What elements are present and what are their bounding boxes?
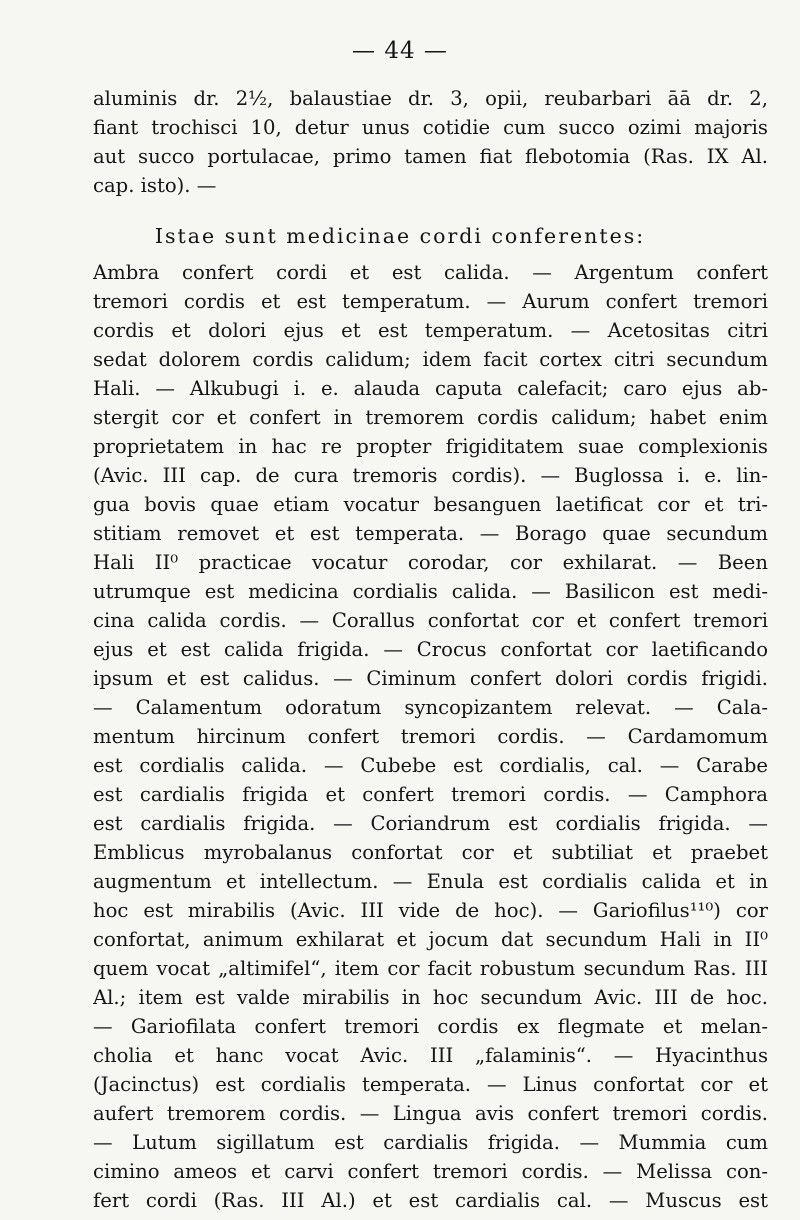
text-line: aufert tremorem cordis. — Lingua avis confert tremori cordis. (93, 1102, 768, 1125)
text-line: (Jacinctus) est cordialis temperata. — Linus confortat cor et (93, 1073, 768, 1096)
text-line: — Lutum sigillatum est cardialis frigida. — Mummia cum (93, 1131, 768, 1154)
text-line: quem vocat „altimifel“, item cor facit robustum secundum Ras. III (93, 957, 768, 980)
text-line: Ambra confert cordi et est calida. — Argentum confert (93, 261, 768, 284)
text-line: — Gariofilata confert tremori cordis ex flegmate et melan- (93, 1015, 768, 1038)
text-line: (Avic. III cap. de cura tremoris cordis). — Buglossa i. e. lin- (93, 464, 768, 487)
text-line: ipsum et est calidus. — Ciminum confert dolori cordis frigidi. (93, 667, 768, 690)
page-number: — 44 — (352, 38, 448, 64)
text-line: Emblicus myrobalanus confortat cor et subtiliat et praebet (93, 841, 768, 864)
text-line: est cardialis frigida. — Coriandrum est cordialis frigida. — (93, 812, 768, 835)
text-line: cordis et dolori ejus et est temperatum. — Acetositas citri (93, 319, 768, 342)
section-heading: Istae sunt medicinae cordi conferentes: (154, 224, 646, 248)
text-line: fert cordi (Ras. III Al.) et est cardialis cal. — Muscus est (93, 1189, 768, 1212)
text-line: gua bovis quae etiam vocatur besanguen laetificat cor et tri- (93, 493, 768, 516)
text-line: ejus et est calida frigida. — Crocus confortat cor laetificando (93, 638, 768, 661)
text-line: tremori cordis et est temperatum. — Aurum confert tremori (93, 290, 768, 313)
text-line: augmentum et intellectum. — Enula est cordialis calida et in (93, 870, 768, 893)
main-paragraph (93, 258, 768, 1215)
text-line: — Calamentum odoratum syncopizantem relevat. — Cala- (93, 696, 768, 719)
text-line: cholia et hanc vocat Avic. III „falaminis“. — Hyacinthus (93, 1044, 768, 1067)
text-line: stergit cor et confert in tremorem cordis calidum; habet enim (93, 406, 768, 429)
text-line: est cordialis calida. — Cubebe est cordialis, cal. — Carabe (93, 754, 768, 777)
text-line: cimino ameos et carvi confert tremori cordis. — Melissa con- (93, 1160, 768, 1183)
text-line: utrumque est medicina cordialis calida. — Basilicon est medi- (93, 580, 768, 603)
text-line: fiant trochisci 10, detur unus cotidie cum succo ozimi majoris (93, 116, 768, 139)
text-line: sedat dolorem cordis calidum; idem facit cortex citri secundum (93, 348, 768, 371)
text-line: Hali II⁰ practicae vocatur corodar, cor exhilarat. — Been (93, 551, 768, 574)
text-line: est cardialis frigida et confert tremori cordis. — Camphora (93, 783, 768, 806)
text-line: mentum hircinum confert tremori cordis. — Cardamomum (93, 725, 768, 748)
opening-paragraph (93, 84, 768, 200)
text-line: stitiam removet et est temperata. — Borago quae secundum (93, 522, 768, 545)
text-line: aut succo portulacae, primo tamen fiat flebotomia (Ras. IX Al. (93, 145, 768, 168)
text-line: cina calida cordis. — Corallus confortat cor et confert tremori (93, 609, 768, 632)
text-line: confortat, animum exhilarat et jocum dat secundum Hali in II⁰ (93, 928, 768, 951)
text-line: proprietatem in hac re propter frigiditatem suae complexionis (93, 435, 768, 458)
text-line: aluminis dr. 2½, balaustiae dr. 3, opii, reubarbari āā dr. 2, (93, 87, 768, 110)
text-line: Al.; item est valde mirabilis in hoc secundum Avic. III de hoc. (93, 986, 768, 1009)
text-line: hoc est mirabilis (Avic. III vide de hoc). — Gariofilus¹¹⁰) cor (93, 899, 768, 922)
text-line: Hali. — Alkubugi i. e. alauda caputa calefacit; caro ejus ab- (93, 377, 768, 400)
text-line: cap. isto). — (93, 174, 217, 197)
